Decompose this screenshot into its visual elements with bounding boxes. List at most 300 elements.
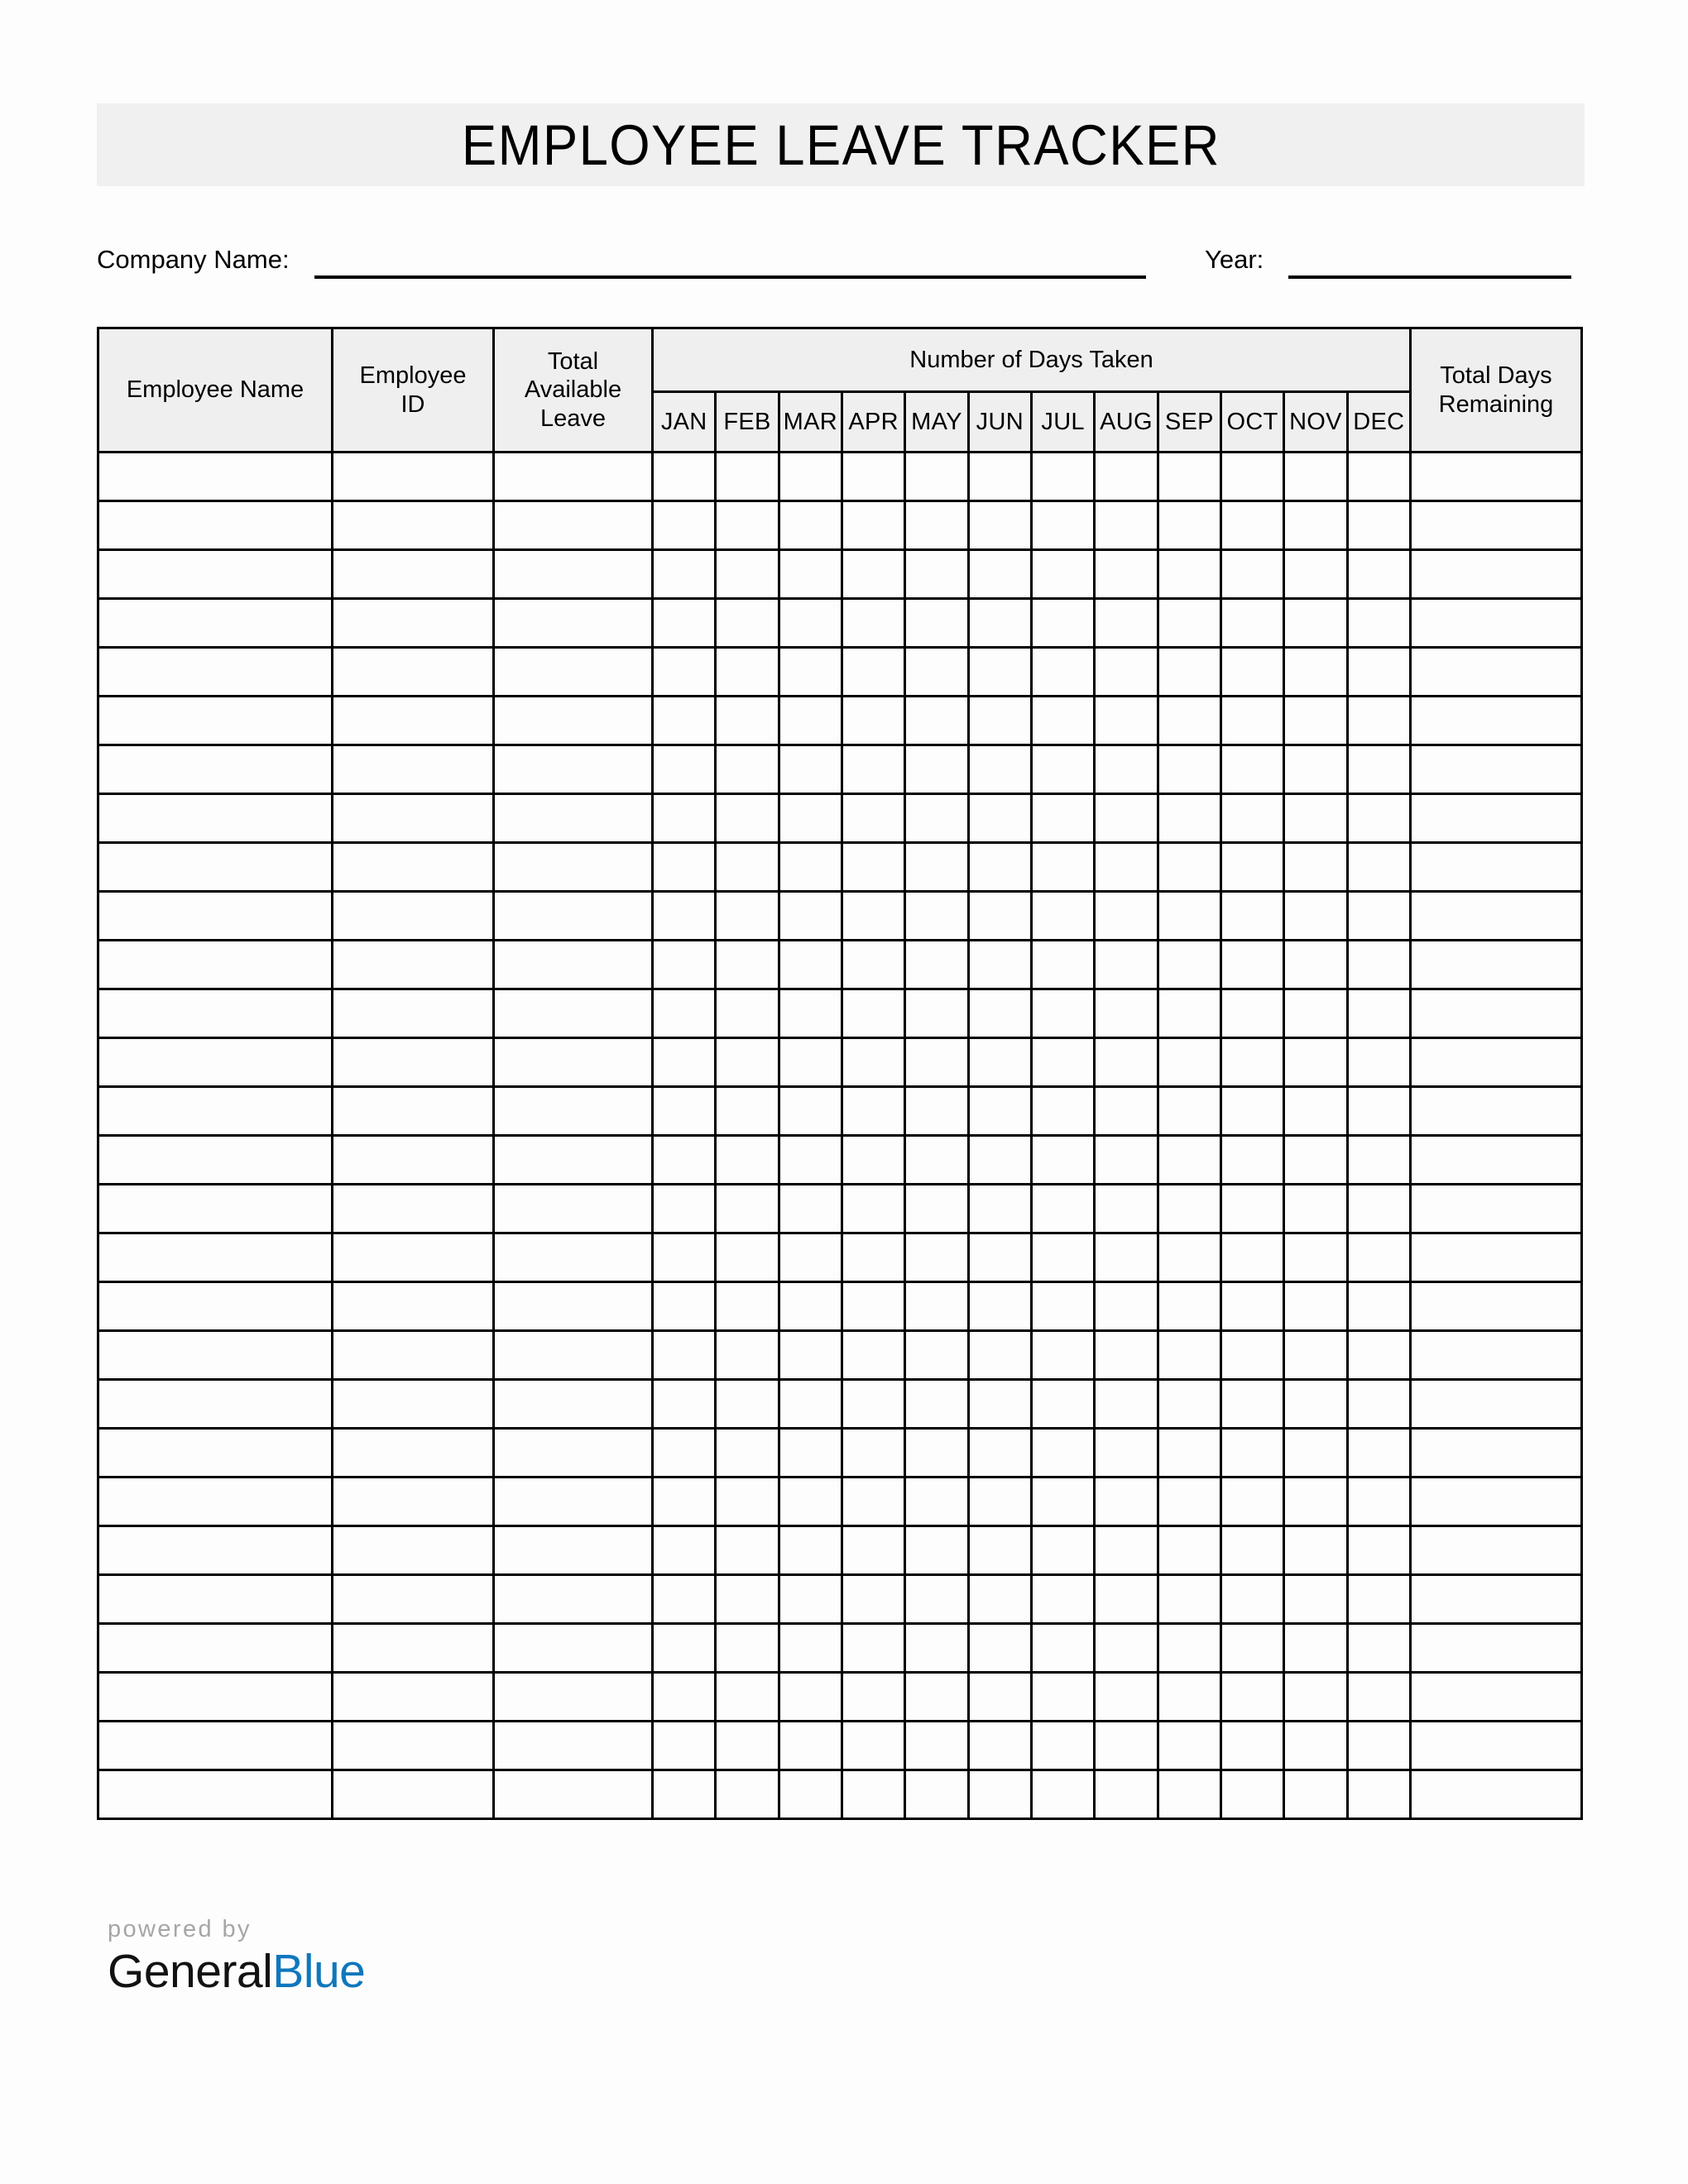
table-cell[interactable] [333,745,494,794]
table-cell[interactable] [653,892,716,941]
table-cell[interactable] [1158,453,1220,501]
table-cell[interactable] [779,599,842,648]
table-cell[interactable] [1284,892,1347,941]
table-cell[interactable] [333,550,494,599]
table-cell[interactable] [333,794,494,843]
table-cell[interactable] [779,1331,842,1380]
table-cell[interactable] [1031,453,1094,501]
table-cell[interactable] [716,941,779,989]
company-name-input-rule[interactable] [314,232,1146,279]
table-cell[interactable] [842,1526,904,1575]
table-cell[interactable] [1347,550,1410,599]
table-cell[interactable] [1095,1038,1158,1087]
table-cell[interactable] [1158,550,1220,599]
table-cell[interactable] [1220,843,1283,892]
table-cell[interactable] [653,794,716,843]
table-cell[interactable] [968,843,1031,892]
table-cell[interactable] [779,501,842,550]
table-cell[interactable] [653,1673,716,1722]
table-cell[interactable] [1411,453,1582,501]
table-cell[interactable] [1031,1380,1094,1429]
table-cell[interactable] [653,843,716,892]
table-cell[interactable] [779,1770,842,1819]
table-cell[interactable] [653,1575,716,1624]
table-cell[interactable] [333,1087,494,1136]
table-cell[interactable] [1031,745,1094,794]
table-cell[interactable] [333,648,494,697]
table-cell[interactable] [1031,1087,1094,1136]
table-cell[interactable] [333,1233,494,1282]
table-cell[interactable] [98,1380,333,1429]
table-cell[interactable] [1031,1233,1094,1282]
table-cell[interactable] [1284,697,1347,745]
table-cell[interactable] [494,1526,653,1575]
table-cell[interactable] [1411,1038,1582,1087]
table-cell[interactable] [333,892,494,941]
table-cell[interactable] [98,697,333,745]
table-cell[interactable] [494,1038,653,1087]
table-cell[interactable] [494,1380,653,1429]
table-cell[interactable] [1284,1282,1347,1331]
table-cell[interactable] [1284,1233,1347,1282]
table-cell[interactable] [1220,1478,1283,1526]
table-cell[interactable] [779,697,842,745]
table-cell[interactable] [1347,1185,1410,1233]
table-cell[interactable] [1347,1722,1410,1770]
table-cell[interactable] [779,1282,842,1331]
table-cell[interactable] [1284,1331,1347,1380]
table-cell[interactable] [1284,1770,1347,1819]
table-cell[interactable] [842,892,904,941]
table-cell[interactable] [905,648,968,697]
table-cell[interactable] [333,1575,494,1624]
table-cell[interactable] [333,599,494,648]
table-cell[interactable] [1411,1722,1582,1770]
table-cell[interactable] [1220,1526,1283,1575]
table-cell[interactable] [1031,1136,1094,1185]
table-cell[interactable] [1031,1770,1094,1819]
table-cell[interactable] [494,1282,653,1331]
table-cell[interactable] [1220,745,1283,794]
table-cell[interactable] [1284,1087,1347,1136]
table-cell[interactable] [1284,1185,1347,1233]
table-cell[interactable] [1411,1673,1582,1722]
table-cell[interactable] [968,1575,1031,1624]
table-cell[interactable] [1158,941,1220,989]
table-cell[interactable] [842,1770,904,1819]
table-cell[interactable] [968,501,1031,550]
table-cell[interactable] [716,1575,779,1624]
table-cell[interactable] [1411,1624,1582,1673]
table-cell[interactable] [494,1624,653,1673]
table-cell[interactable] [905,1136,968,1185]
table-cell[interactable] [1347,941,1410,989]
table-cell[interactable] [653,550,716,599]
table-cell[interactable] [779,1624,842,1673]
table-cell[interactable] [1347,843,1410,892]
table-cell[interactable] [1031,1575,1094,1624]
table-cell[interactable] [1411,648,1582,697]
table-cell[interactable] [98,745,333,794]
table-cell[interactable] [1347,697,1410,745]
table-cell[interactable] [98,941,333,989]
table-cell[interactable] [1220,1038,1283,1087]
table-cell[interactable] [1347,1282,1410,1331]
table-cell[interactable] [1284,1136,1347,1185]
table-cell[interactable] [1158,1673,1220,1722]
table-cell[interactable] [716,1380,779,1429]
table-cell[interactable] [1411,1087,1582,1136]
table-cell[interactable] [1284,1673,1347,1722]
table-cell[interactable] [905,1087,968,1136]
table-cell[interactable] [968,989,1031,1038]
table-cell[interactable] [333,1673,494,1722]
table-cell[interactable] [779,1673,842,1722]
table-cell[interactable] [653,1233,716,1282]
table-cell[interactable] [905,843,968,892]
table-cell[interactable] [494,794,653,843]
table-cell[interactable] [842,989,904,1038]
table-cell[interactable] [779,1526,842,1575]
table-cell[interactable] [98,1038,333,1087]
table-cell[interactable] [905,1331,968,1380]
table-cell[interactable] [1220,1185,1283,1233]
table-cell[interactable] [1347,1038,1410,1087]
table-cell[interactable] [1284,1526,1347,1575]
table-cell[interactable] [1411,745,1582,794]
table-cell[interactable] [779,843,842,892]
table-cell[interactable] [98,1673,333,1722]
table-cell[interactable] [1031,648,1094,697]
table-cell[interactable] [968,1770,1031,1819]
table-cell[interactable] [1095,1331,1158,1380]
table-cell[interactable] [1411,892,1582,941]
table-cell[interactable] [716,453,779,501]
table-cell[interactable] [1284,843,1347,892]
table-cell[interactable] [1158,1087,1220,1136]
table-cell[interactable] [494,501,653,550]
table-cell[interactable] [494,745,653,794]
table-cell[interactable] [494,1185,653,1233]
table-cell[interactable] [905,550,968,599]
table-cell[interactable] [1220,1575,1283,1624]
table-cell[interactable] [968,599,1031,648]
table-cell[interactable] [968,1380,1031,1429]
table-cell[interactable] [98,1478,333,1526]
table-cell[interactable] [494,1673,653,1722]
table-cell[interactable] [905,1478,968,1526]
table-cell[interactable] [779,550,842,599]
table-cell[interactable] [494,1331,653,1380]
table-cell[interactable] [333,1478,494,1526]
table-cell[interactable] [98,1429,333,1478]
table-cell[interactable] [905,1770,968,1819]
table-cell[interactable] [494,1136,653,1185]
table-cell[interactable] [1284,453,1347,501]
table-cell[interactable] [968,1624,1031,1673]
table-cell[interactable] [98,1722,333,1770]
table-cell[interactable] [716,501,779,550]
table-cell[interactable] [842,1282,904,1331]
table-cell[interactable] [716,1282,779,1331]
table-cell[interactable] [98,648,333,697]
table-cell[interactable] [494,1429,653,1478]
table-cell[interactable] [779,1136,842,1185]
table-cell[interactable] [1347,1526,1410,1575]
table-cell[interactable] [1347,1136,1410,1185]
table-cell[interactable] [1158,843,1220,892]
table-cell[interactable] [842,745,904,794]
table-cell[interactable] [1158,1429,1220,1478]
table-cell[interactable] [716,1673,779,1722]
table-cell[interactable] [333,1282,494,1331]
table-cell[interactable] [968,745,1031,794]
table-cell[interactable] [1220,1624,1283,1673]
table-cell[interactable] [1220,1380,1283,1429]
table-cell[interactable] [1411,599,1582,648]
table-cell[interactable] [968,1429,1031,1478]
table-cell[interactable] [1095,1185,1158,1233]
table-cell[interactable] [968,1526,1031,1575]
table-cell[interactable] [1347,745,1410,794]
table-cell[interactable] [1031,989,1094,1038]
table-cell[interactable] [1158,989,1220,1038]
table-cell[interactable] [779,745,842,794]
table-cell[interactable] [968,697,1031,745]
table-cell[interactable] [1347,1478,1410,1526]
table-cell[interactable] [779,892,842,941]
table-cell[interactable] [494,1722,653,1770]
table-cell[interactable] [1158,1038,1220,1087]
table-cell[interactable] [494,892,653,941]
table-cell[interactable] [1095,1673,1158,1722]
table-cell[interactable] [653,1185,716,1233]
table-cell[interactable] [494,1087,653,1136]
table-cell[interactable] [1347,989,1410,1038]
table-cell[interactable] [333,453,494,501]
table-cell[interactable] [905,1624,968,1673]
table-cell[interactable] [716,1478,779,1526]
table-cell[interactable] [653,501,716,550]
table-cell[interactable] [1284,1575,1347,1624]
table-cell[interactable] [98,1185,333,1233]
table-cell[interactable] [1031,1526,1094,1575]
table-cell[interactable] [968,1673,1031,1722]
table-cell[interactable] [779,1429,842,1478]
table-cell[interactable] [653,1526,716,1575]
table-cell[interactable] [1095,1722,1158,1770]
table-cell[interactable] [842,843,904,892]
table-cell[interactable] [1220,794,1283,843]
table-cell[interactable] [1284,501,1347,550]
table-cell[interactable] [333,1770,494,1819]
table-cell[interactable] [333,1185,494,1233]
table-cell[interactable] [1031,501,1094,550]
table-cell[interactable] [1220,1136,1283,1185]
table-cell[interactable] [1158,599,1220,648]
table-cell[interactable] [1220,941,1283,989]
table-cell[interactable] [779,1233,842,1282]
table-cell[interactable] [653,1478,716,1526]
table-cell[interactable] [1284,941,1347,989]
table-cell[interactable] [1347,1624,1410,1673]
table-cell[interactable] [1347,599,1410,648]
table-cell[interactable] [905,941,968,989]
table-cell[interactable] [1347,1331,1410,1380]
table-cell[interactable] [1220,1770,1283,1819]
table-cell[interactable] [968,1087,1031,1136]
table-cell[interactable] [1411,941,1582,989]
table-cell[interactable] [653,941,716,989]
year-field[interactable] [1205,236,1571,279]
table-cell[interactable] [1347,501,1410,550]
table-cell[interactable] [653,599,716,648]
table-cell[interactable] [1284,648,1347,697]
table-cell[interactable] [1158,1380,1220,1429]
table-cell[interactable] [716,1087,779,1136]
table-cell[interactable] [1411,1233,1582,1282]
table-cell[interactable] [1411,1526,1582,1575]
table-cell[interactable] [905,697,968,745]
table-cell[interactable] [905,1722,968,1770]
table-cell[interactable] [1031,1038,1094,1087]
table-cell[interactable] [1284,1380,1347,1429]
table-cell[interactable] [333,843,494,892]
table-cell[interactable] [333,989,494,1038]
table-cell[interactable] [98,1770,333,1819]
table-cell[interactable] [653,1770,716,1819]
table-cell[interactable] [1411,989,1582,1038]
table-cell[interactable] [779,1722,842,1770]
table-cell[interactable] [842,941,904,989]
table-cell[interactable] [1347,453,1410,501]
year-input-rule[interactable] [1288,232,1571,279]
table-cell[interactable] [98,843,333,892]
table-cell[interactable] [98,453,333,501]
table-cell[interactable] [1284,794,1347,843]
table-cell[interactable] [842,648,904,697]
table-cell[interactable] [1411,550,1582,599]
table-cell[interactable] [842,1185,904,1233]
table-cell[interactable] [1220,1673,1283,1722]
table-cell[interactable] [1411,843,1582,892]
table-cell[interactable] [333,1526,494,1575]
table-cell[interactable] [842,1429,904,1478]
table-cell[interactable] [653,1380,716,1429]
table-cell[interactable] [653,989,716,1038]
table-cell[interactable] [842,1575,904,1624]
table-cell[interactable] [1411,1575,1582,1624]
table-cell[interactable] [1284,1478,1347,1526]
table-cell[interactable] [1031,1282,1094,1331]
table-cell[interactable] [1095,697,1158,745]
table-cell[interactable] [842,550,904,599]
table-cell[interactable] [653,453,716,501]
table-cell[interactable] [779,941,842,989]
table-cell[interactable] [1031,843,1094,892]
table-cell[interactable] [716,1331,779,1380]
table-cell[interactable] [1031,1478,1094,1526]
table-cell[interactable] [1158,1185,1220,1233]
table-cell[interactable] [1158,1722,1220,1770]
table-cell[interactable] [1347,1087,1410,1136]
table-cell[interactable] [333,1038,494,1087]
table-cell[interactable] [1411,794,1582,843]
table-cell[interactable] [779,989,842,1038]
table-cell[interactable] [842,697,904,745]
table-cell[interactable] [98,1526,333,1575]
table-cell[interactable] [98,1575,333,1624]
table-cell[interactable] [1031,794,1094,843]
table-cell[interactable] [98,501,333,550]
table-cell[interactable] [1347,1770,1410,1819]
table-cell[interactable] [1411,1282,1582,1331]
table-cell[interactable] [494,843,653,892]
table-cell[interactable] [842,1673,904,1722]
table-cell[interactable] [905,745,968,794]
table-cell[interactable] [494,1478,653,1526]
table-cell[interactable] [1158,501,1220,550]
table-cell[interactable] [653,1624,716,1673]
table-cell[interactable] [98,1624,333,1673]
table-cell[interactable] [968,1038,1031,1087]
table-cell[interactable] [1095,1575,1158,1624]
table-cell[interactable] [905,599,968,648]
table-cell[interactable] [842,794,904,843]
table-cell[interactable] [779,648,842,697]
table-cell[interactable] [905,453,968,501]
table-cell[interactable] [1347,648,1410,697]
table-cell[interactable] [1095,1380,1158,1429]
table-cell[interactable] [1220,648,1283,697]
table-cell[interactable] [1220,1331,1283,1380]
table-cell[interactable] [779,1380,842,1429]
table-cell[interactable] [494,1770,653,1819]
table-cell[interactable] [905,892,968,941]
table-cell[interactable] [1031,1331,1094,1380]
table-cell[interactable] [653,648,716,697]
table-cell[interactable] [905,1380,968,1429]
table-cell[interactable] [1411,1136,1582,1185]
table-cell[interactable] [842,501,904,550]
table-cell[interactable] [716,745,779,794]
table-cell[interactable] [1158,1478,1220,1526]
table-cell[interactable] [1031,697,1094,745]
table-cell[interactable] [1158,745,1220,794]
table-cell[interactable] [1347,1673,1410,1722]
table-cell[interactable] [716,1185,779,1233]
table-cell[interactable] [1158,1526,1220,1575]
table-cell[interactable] [333,1331,494,1380]
table-cell[interactable] [968,1331,1031,1380]
table-cell[interactable] [1158,1624,1220,1673]
table-cell[interactable] [98,1087,333,1136]
table-cell[interactable] [1095,1478,1158,1526]
table-cell[interactable] [1220,1429,1283,1478]
table-cell[interactable] [1284,745,1347,794]
table-cell[interactable] [1095,1136,1158,1185]
table-cell[interactable] [968,550,1031,599]
table-cell[interactable] [333,1136,494,1185]
table-cell[interactable] [653,745,716,794]
table-cell[interactable] [1347,1233,1410,1282]
table-cell[interactable] [333,1624,494,1673]
table-cell[interactable] [1095,1282,1158,1331]
table-cell[interactable] [1411,697,1582,745]
table-cell[interactable] [653,1038,716,1087]
table-cell[interactable] [1158,1136,1220,1185]
table-cell[interactable] [494,989,653,1038]
